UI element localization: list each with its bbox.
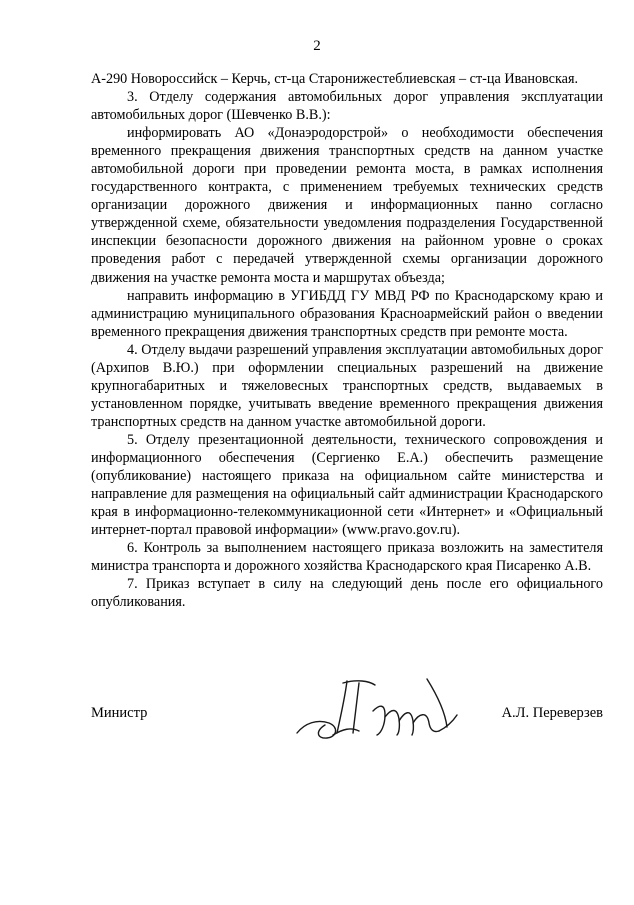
page-number: 2 (313, 38, 321, 54)
paragraph-item-3: 3. Отделу содержания автомобильных дорог управления эксплуатации автомобильных дорог (Шевченко В.В.): (91, 89, 603, 124)
paragraph-item-7: 7. Приказ вступает в силу на следующий день после его официального опубликования. (91, 576, 603, 611)
handwritten-signature (287, 675, 467, 743)
signature-block (91, 685, 603, 765)
paragraph-item-4: 4. Отделу выдачи разрешений управления эксплуатации автомобильных дорог (Архипов В.Ю.) при оформлении специальных разрешений на движение крупногабаритных и тяжеловесных транспортных средств, выдаваемых в установленном порядке, учитывать введение временного прекращения движения транспортных средств на данном участке автомобильной дороги. (91, 341, 603, 430)
paragraph-item-3-send: направить информацию в УГИБДД ГУ МВД РФ по Краснодарскому краю и администрацию муниципального образования Красноармейский район о введении временного прекращения движения транспортных средств при ремонте моста. (91, 287, 603, 340)
paragraph-road-segment: А-290 Новороссийск – Керчь, ст-ца Старонижестеблиевская – ст-ца Ивановская. (91, 71, 579, 87)
paragraph-item-6: 6. Контроль за выполнением настоящего приказа возложить на заместителя министра транспорта и дорожного хозяйства Краснодарского края Писаренко А.В. (91, 540, 603, 575)
signatory-name: А.Л. Переверзев (501, 705, 603, 721)
document-body (91, 70, 603, 611)
paragraph-item-5: 5. Отделу презентационной деятельности, технического сопровождения и информационного обеспечения (Сергиенко Е.А.) обеспечить размещение (опубликование) настоящего приказа на официальном сайте министерства и направление для размещения на официальный сайт администрации Краснодарского края в информационно-телекоммуникационной сети «Интернет» и «Официальный интернет-портал правовой информации» (www.pravo.gov.ru). (91, 431, 603, 539)
paragraph-item-3-inform: информировать АО «Донаэродорстрой» о необходимости обеспечения временного прекращения движения транспортных средств на данном участке автомобильной дороги при проведении ремонта моста, в рамках исполнения государственного контракта, с применением требуемых технических средств организации дорожного движения и информационных панно согласно утвержденной схеме, обязательности уведомления подразделения Государственной инспекции безопасности дорожного движения на районном уровне о сроках проведения работ с передачей утвержденной схемы организации дорожного движения на участке ремонта моста и маршрутах объезда; (91, 125, 603, 286)
signatory-title: Министр (91, 705, 148, 721)
